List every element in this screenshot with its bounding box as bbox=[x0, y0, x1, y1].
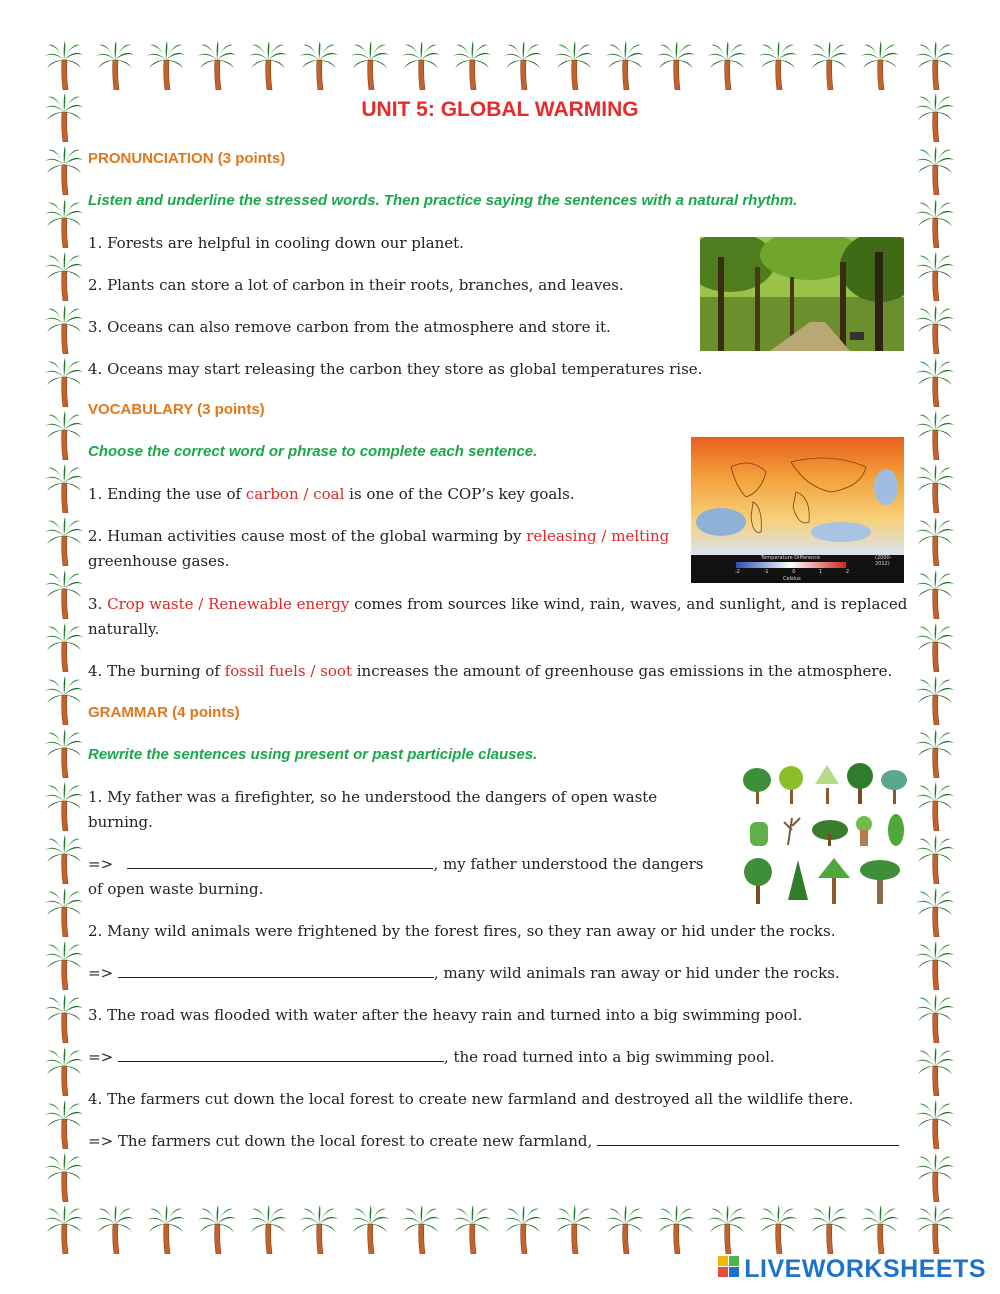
vocab-q2-before: 2. Human activities cause most of the global warming by bbox=[88, 527, 527, 545]
palm-tree-icon bbox=[44, 304, 84, 354]
answer-blank-2[interactable] bbox=[118, 963, 434, 978]
palm-tree-icon bbox=[915, 40, 955, 90]
pronunciation-item-4[interactable]: 4. Oceans may start releasing the carbon they store as global temperatures rise. bbox=[88, 360, 703, 378]
map-years: (2000-2012) bbox=[875, 555, 892, 567]
palm-tree-icon bbox=[146, 1204, 186, 1254]
palm-tree-icon bbox=[44, 1152, 84, 1202]
vocabulary-heading: VOCABULARY (3 points) bbox=[88, 401, 265, 418]
palm-tree-icon bbox=[44, 834, 84, 884]
logo-text: LIVEWORKSHEETS bbox=[744, 1255, 986, 1283]
palm-tree-icon bbox=[44, 622, 84, 672]
palm-tree-icon bbox=[197, 1204, 237, 1254]
palm-tree-icon bbox=[44, 728, 84, 778]
palm-tree-icon bbox=[656, 1204, 696, 1254]
palm-tree-icon bbox=[299, 1204, 339, 1254]
palm-tree-icon bbox=[915, 357, 955, 407]
palm-tree-icon bbox=[44, 410, 84, 460]
palm-tree-icon bbox=[503, 40, 543, 90]
map-tick: 1 bbox=[819, 569, 823, 575]
vocab-q3-after: comes from sources like wind, rain, waves, and sunlight, and is replaced bbox=[349, 595, 908, 613]
grammar-q3-answer bbox=[88, 1047, 775, 1067]
palm-tree-icon bbox=[915, 1099, 955, 1149]
pronunciation-item-2[interactable]: 2. Plants can store a lot of carbon in their roots, branches, and leaves. bbox=[88, 276, 624, 294]
vocab-q1-choice[interactable]: carbon / coal bbox=[245, 485, 345, 503]
palm-tree-icon bbox=[452, 40, 492, 90]
palm-tree-icon bbox=[605, 1204, 645, 1254]
pronunciation-instruction: Listen and underline the stressed words. Then practice saying the sentences with a natural rhythm. bbox=[88, 192, 798, 209]
map-tick: -2 bbox=[735, 569, 740, 575]
pronunciation-heading: PRONUNCIATION (3 points) bbox=[88, 150, 286, 167]
liveworksheets-logo[interactable] bbox=[718, 1255, 986, 1285]
liveworksheets-icon bbox=[718, 1256, 740, 1285]
palm-tree-icon bbox=[44, 993, 84, 1043]
palm-tree-icon bbox=[860, 1204, 900, 1254]
palm-tree-icon bbox=[44, 40, 84, 90]
palm-tree-icon bbox=[401, 1204, 441, 1254]
palm-tree-icon bbox=[915, 198, 955, 248]
palm-tree-icon bbox=[299, 40, 339, 90]
palm-tree-icon bbox=[452, 1204, 492, 1254]
answer-blank-3[interactable] bbox=[118, 1047, 444, 1062]
vocab-q3-line2: naturally. bbox=[88, 620, 160, 638]
palm-tree-icon bbox=[915, 940, 955, 990]
palm-tree-icon bbox=[554, 1204, 594, 1254]
grammar-heading: GRAMMAR (4 points) bbox=[88, 704, 240, 721]
palm-tree-icon bbox=[656, 40, 696, 90]
map-unit: Celsius bbox=[783, 576, 801, 582]
palm-tree-icon bbox=[915, 834, 955, 884]
palm-tree-icon bbox=[44, 1046, 84, 1096]
plants-illustration bbox=[740, 760, 912, 908]
map-tick: 0 bbox=[792, 569, 796, 575]
forest-photo bbox=[700, 237, 904, 351]
vocabulary-q2 bbox=[88, 526, 669, 546]
palm-tree-icon bbox=[44, 569, 84, 619]
palm-tree-icon bbox=[44, 675, 84, 725]
palm-tree-icon bbox=[44, 251, 84, 301]
grammar-q2-answer bbox=[88, 963, 840, 983]
palm-tree-icon bbox=[915, 1204, 955, 1254]
palm-tree-icon bbox=[915, 993, 955, 1043]
page-title: UNIT 5: GLOBAL WARMING bbox=[361, 98, 639, 121]
palm-tree-icon bbox=[248, 1204, 288, 1254]
palm-tree-icon bbox=[44, 516, 84, 566]
map-tick: -1 bbox=[763, 569, 769, 575]
palm-tree-icon bbox=[44, 781, 84, 831]
palm-tree-icon bbox=[915, 675, 955, 725]
grammar-q2-line1: 2. Many wild animals were frightened by the forest fires, so they ran away or hid under the rocks. bbox=[88, 922, 836, 940]
vocab-q4-after: increases the amount of greenhouse gas emissions in the atmosphere. bbox=[351, 662, 893, 680]
palm-tree-icon bbox=[915, 463, 955, 513]
grammar-q1-line1: 1. My father was a firefighter, so he understood the dangers of open waste bbox=[88, 788, 658, 806]
palm-tree-icon bbox=[44, 940, 84, 990]
palm-tree-icon bbox=[350, 40, 390, 90]
answer-prefix: => The farmers cut down the local forest to create new farmland, bbox=[88, 1132, 593, 1150]
palm-tree-icon bbox=[758, 1204, 798, 1254]
vocabulary-q1 bbox=[88, 484, 575, 504]
answer-suffix: , my father understood the dangers bbox=[433, 855, 704, 873]
grammar-q1-line2: burning. bbox=[88, 813, 153, 831]
map-caption: Temperature Difference bbox=[761, 555, 821, 561]
palm-tree-icon bbox=[401, 40, 441, 90]
palm-tree-icon bbox=[95, 1204, 135, 1254]
palm-tree-icon bbox=[915, 728, 955, 778]
pronunciation-item-3[interactable]: 3. Oceans can also remove carbon from the atmosphere and store it. bbox=[88, 318, 611, 336]
palm-tree-icon bbox=[95, 40, 135, 90]
grammar-q4-answer bbox=[88, 1131, 899, 1151]
answer-blank-1[interactable] bbox=[127, 854, 433, 869]
vocab-q4-choice[interactable]: fossil fuels / soot bbox=[224, 662, 352, 680]
palm-tree-icon bbox=[197, 40, 237, 90]
answer-suffix: , the road turned into a big swimming pool. bbox=[443, 1048, 775, 1066]
answer-blank-4[interactable] bbox=[597, 1131, 899, 1146]
pronunciation-item-1[interactable]: 1. Forests are helpful in cooling down our planet. bbox=[88, 234, 464, 252]
palm-tree-icon bbox=[350, 1204, 390, 1254]
palm-tree-icon bbox=[44, 1099, 84, 1149]
grammar-q1-answer-line2: of open waste burning. bbox=[88, 880, 264, 898]
palm-tree-icon bbox=[707, 40, 747, 90]
palm-tree-icon bbox=[146, 40, 186, 90]
vocabulary-instruction: Choose the correct word or phrase to complete each sentence. bbox=[88, 443, 538, 460]
palm-tree-icon bbox=[915, 410, 955, 460]
map-scale-ticks bbox=[735, 569, 849, 575]
palm-tree-icon bbox=[915, 622, 955, 672]
answer-prefix: => bbox=[88, 855, 114, 873]
palm-tree-icon bbox=[44, 145, 84, 195]
palm-tree-icon bbox=[809, 40, 849, 90]
palm-tree-icon bbox=[44, 198, 84, 248]
palm-tree-icon bbox=[915, 304, 955, 354]
answer-prefix: => bbox=[88, 964, 114, 982]
palm-tree-icon bbox=[860, 40, 900, 90]
palm-tree-icon bbox=[758, 40, 798, 90]
palm-tree-icon bbox=[44, 887, 84, 937]
vocab-q1-after: is one of the COP’s key goals. bbox=[344, 485, 575, 503]
palm-tree-icon bbox=[503, 1204, 543, 1254]
palm-tree-icon bbox=[605, 40, 645, 90]
answer-prefix: => bbox=[88, 1048, 114, 1066]
palm-tree-icon bbox=[915, 145, 955, 195]
vocabulary-q3 bbox=[88, 594, 907, 614]
palm-tree-icon bbox=[915, 251, 955, 301]
grammar-q4-line1: 4. The farmers cut down the local forest to create new farmland and destroyed all the wildlife there. bbox=[88, 1090, 854, 1108]
palm-tree-icon bbox=[707, 1204, 747, 1254]
vocabulary-q4 bbox=[88, 661, 892, 681]
palm-tree-icon bbox=[554, 40, 594, 90]
answer-suffix: , many wild animals ran away or hid under the rocks. bbox=[433, 964, 840, 982]
vocab-q2-choice[interactable]: releasing / melting bbox=[526, 527, 670, 545]
palm-tree-icon bbox=[44, 463, 84, 513]
palm-tree-icon bbox=[915, 781, 955, 831]
palm-tree-icon bbox=[915, 887, 955, 937]
palm-tree-icon bbox=[44, 1204, 84, 1254]
grammar-q1-answer bbox=[88, 854, 703, 874]
vocab-q2-line2: greenhouse gases. bbox=[88, 552, 230, 570]
grammar-instruction: Rewrite the sentences using present or past participle clauses. bbox=[88, 746, 538, 763]
palm-tree-icon bbox=[248, 40, 288, 90]
vocab-q4-before: 4. The burning of bbox=[88, 662, 225, 680]
grammar-q3-line1: 3. The road was flooded with water after the heavy rain and turned into a big swimming pool. bbox=[88, 1006, 803, 1024]
palm-tree-icon bbox=[809, 1204, 849, 1254]
palm-tree-icon bbox=[44, 357, 84, 407]
palm-tree-icon bbox=[915, 516, 955, 566]
palm-tree-icon bbox=[915, 569, 955, 619]
vocab-q3-before: 3. bbox=[88, 595, 108, 613]
palm-tree-icon bbox=[915, 1152, 955, 1202]
vocab-q1-before: 1. Ending the use of bbox=[88, 485, 246, 503]
temperature-map bbox=[691, 437, 904, 583]
vocab-q3-choice[interactable]: Crop waste / Renewable energy bbox=[107, 595, 350, 613]
palm-tree-icon bbox=[915, 1046, 955, 1096]
map-tick: 2 bbox=[845, 569, 849, 575]
